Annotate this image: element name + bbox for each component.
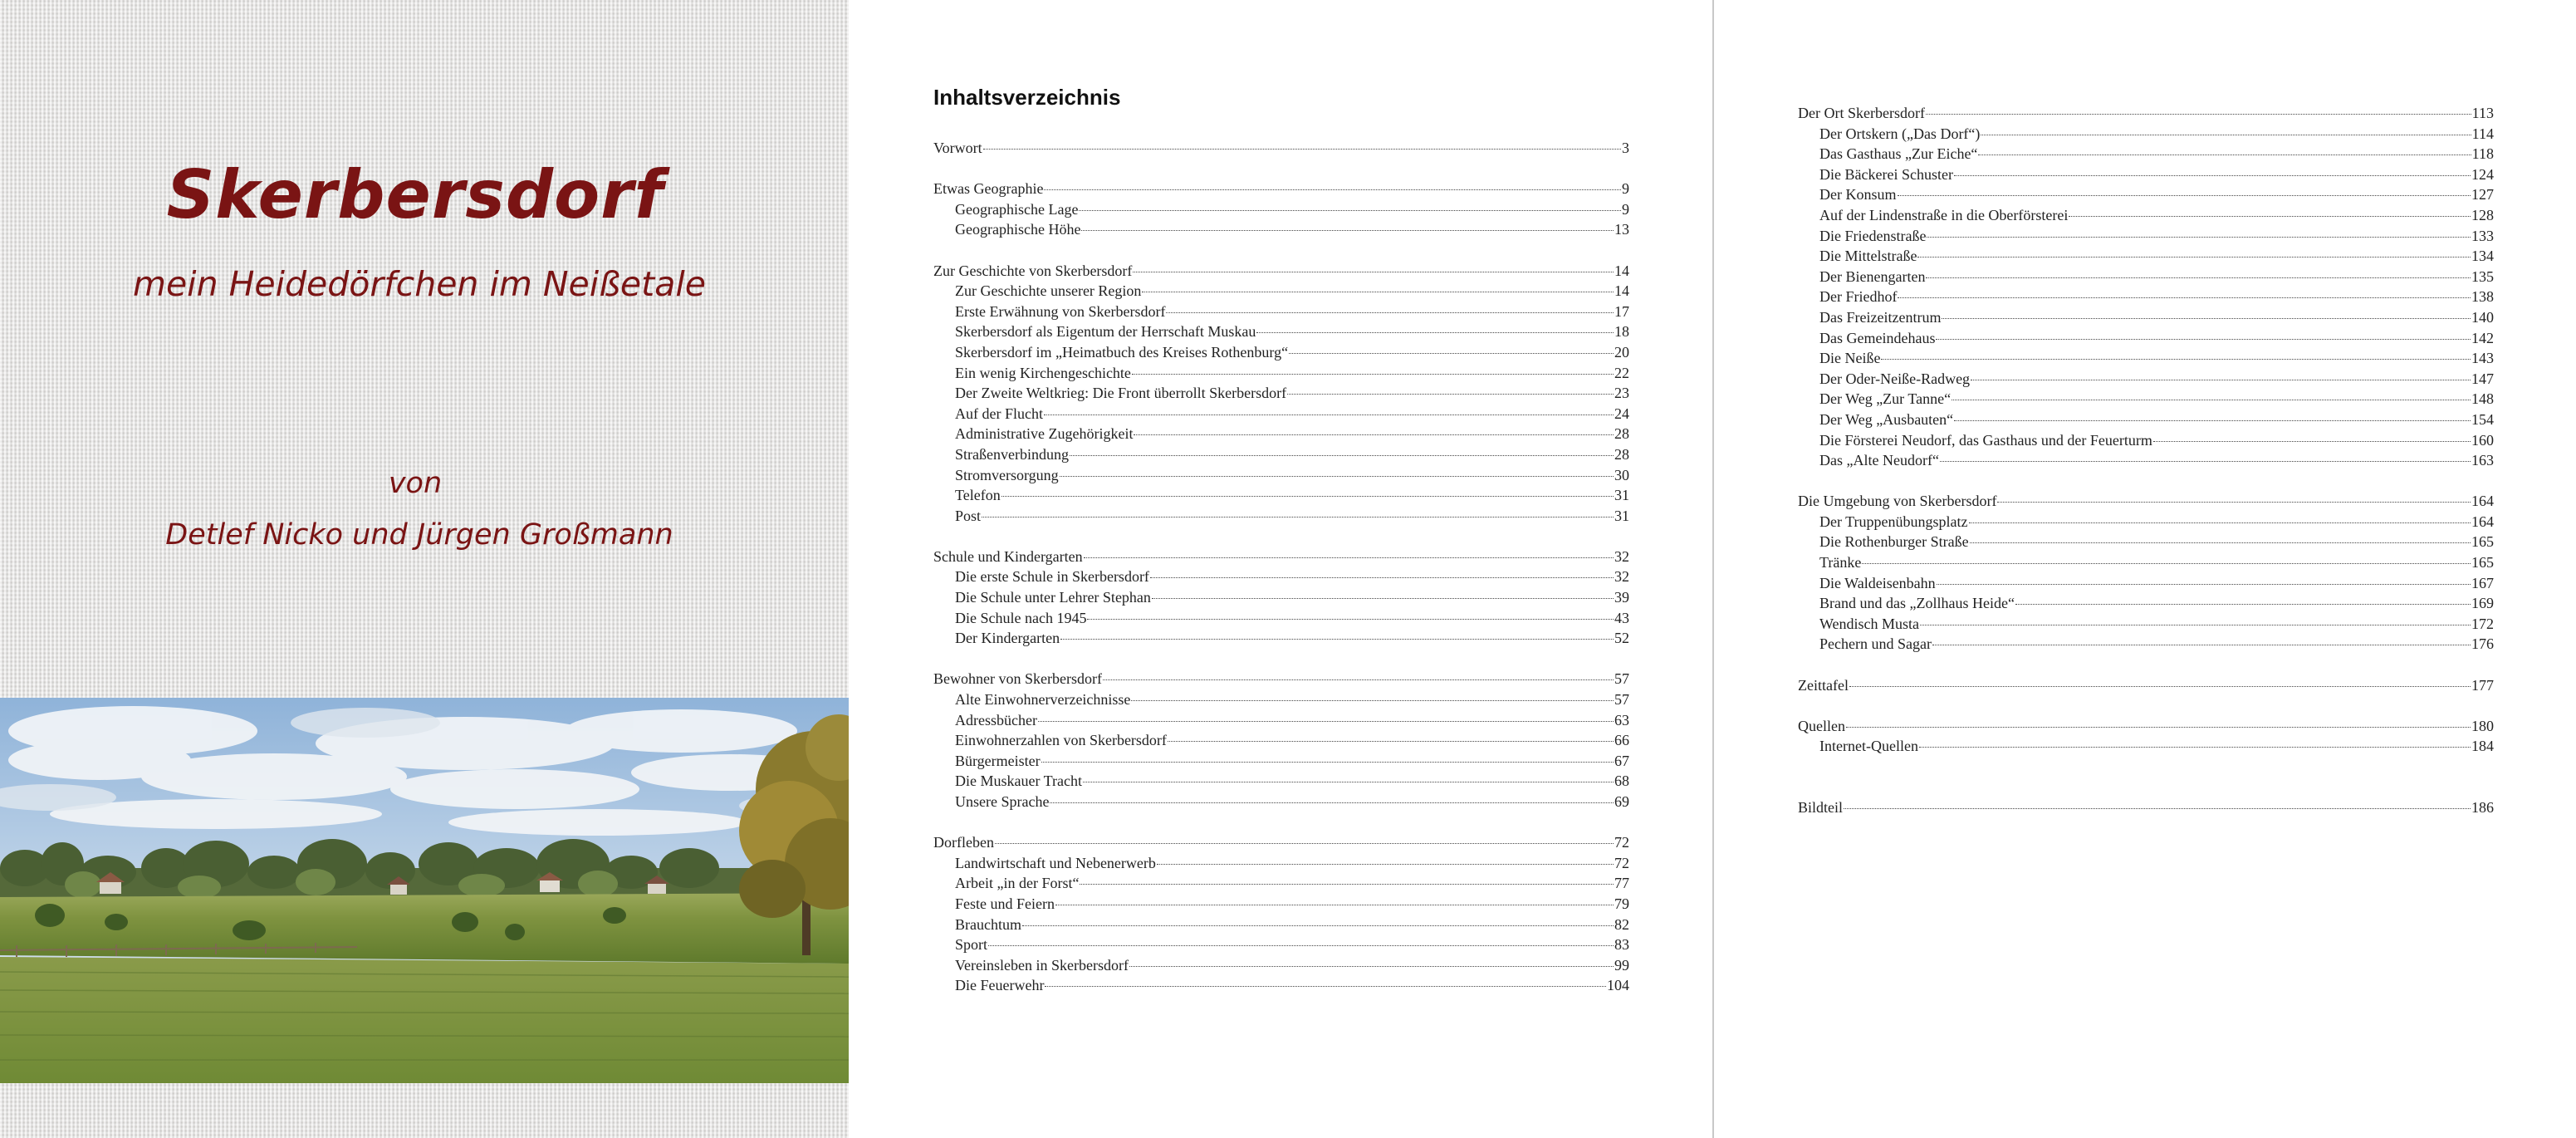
toc-subentry <box>933 853 1629 874</box>
toc-entry-label: Zur Geschichte von Skerbersdorf <box>933 262 1133 279</box>
toc-page-number: 154 <box>2471 410 2494 428</box>
toc-subentry <box>933 383 1629 404</box>
toc-section <box>933 669 1629 812</box>
toc-entry-label: Post <box>955 507 982 524</box>
toc-subentry <box>1798 267 2494 287</box>
toc-entry-label: Das „Alte Neudorf“ <box>1819 452 1939 469</box>
toc-subentry <box>1798 532 2494 552</box>
toc-subentry <box>933 771 1629 792</box>
toc-dot-leader <box>1080 884 1614 885</box>
toc-page-number: 66 <box>1614 732 1629 749</box>
toc-subentry <box>933 506 1629 527</box>
toc-subentry <box>933 465 1629 486</box>
toc-entry-label: Der Truppenübungsplatz <box>1819 513 1968 530</box>
toc-entry-label: Ein wenig Kirchengeschichte <box>955 364 1131 381</box>
toc-page-number: 69 <box>1614 793 1629 810</box>
toc-page-number: 169 <box>2471 595 2494 612</box>
toc-subentry <box>933 321 1629 342</box>
toc-entry-label: Die Schule nach 1945 <box>955 609 1087 626</box>
toc-page-left <box>849 0 1714 1138</box>
toc-page-number: 57 <box>1614 691 1629 709</box>
toc-entry-label: Erste Erwähnung von Skerbersdorf <box>955 302 1166 320</box>
toc-dot-leader <box>1954 420 2471 421</box>
toc-entry <box>933 138 1629 159</box>
toc-dot-leader <box>1060 639 1614 640</box>
toc-subentry <box>1798 328 2494 349</box>
toc-page-number: 52 <box>1614 630 1629 647</box>
toc-subentry <box>1798 593 2494 614</box>
toc-dot-leader <box>1969 522 2471 523</box>
toc-subentry <box>1798 552 2494 573</box>
toc-page-number: 165 <box>2471 554 2494 571</box>
toc-subentry <box>1798 307 2494 328</box>
toc-section <box>933 179 1629 240</box>
toc-dot-leader <box>1919 747 2471 748</box>
toc-dot-leader <box>1084 557 1614 558</box>
toc-dot-leader <box>1844 808 2471 809</box>
toc-page-number: 138 <box>2471 288 2494 306</box>
toc-entry-label: Der Ortskern („Das Dorf“) <box>1819 125 1981 142</box>
toc-entry-label: Die Feuerwehr <box>955 977 1045 994</box>
toc-page-number: 186 <box>2471 799 2494 816</box>
toc-entry-label: Brauchtum <box>955 915 1021 933</box>
toc-subentry <box>933 710 1629 731</box>
toc-dot-leader <box>1942 318 2471 319</box>
toc-page-number: 133 <box>2471 227 2494 244</box>
toc-dot-leader <box>1289 353 1614 354</box>
toc-page-number: 28 <box>1614 445 1629 463</box>
toc-dot-leader <box>1132 374 1614 375</box>
toc-dot-leader <box>1954 175 2471 176</box>
toc-section <box>1798 675 2494 696</box>
toc-subentry <box>933 424 1629 444</box>
toc-entry <box>1798 675 2494 696</box>
toc-dot-leader <box>1926 277 2471 278</box>
toc-entry-label: Vereinsleben in Skerbersdorf <box>955 956 1129 974</box>
toc-entry-label: Geographische Lage <box>955 200 1079 218</box>
toc-entry-label: Die Friedenstraße <box>1819 227 1927 244</box>
toc-subentry <box>933 342 1629 363</box>
cover-authors: Detlef Nicko und Jürgen Großmann <box>165 518 673 552</box>
toc-entry-label: Wendisch Musta <box>1819 615 1920 632</box>
toc-subentry <box>933 792 1629 812</box>
toc-subentry <box>933 628 1629 649</box>
toc-dot-leader <box>1079 210 1621 211</box>
toc-dot-leader <box>1849 686 2471 687</box>
toc-entry-label: Telefon <box>955 487 1001 504</box>
toc-page-number: 24 <box>1614 405 1629 422</box>
toc-dot-leader <box>2153 441 2471 442</box>
toc-entry-label: Sport <box>955 936 988 954</box>
toc-dot-leader <box>1166 312 1614 313</box>
toc-dot-leader <box>1134 434 1614 435</box>
toc-dot-leader <box>1898 297 2471 298</box>
toc-dot-leader <box>995 843 1614 844</box>
toc-page-number: 177 <box>2471 676 2494 694</box>
toc-entry <box>933 179 1629 199</box>
toc-page-number: 83 <box>1614 936 1629 954</box>
toc-subentry <box>933 873 1629 894</box>
toc-heading: Inhaltsverzeichnis <box>933 85 1121 110</box>
toc-page-number: 67 <box>1614 752 1629 769</box>
toc-section <box>933 547 1629 649</box>
toc-subentry <box>1798 348 2494 369</box>
toc-dot-leader <box>1881 359 2471 360</box>
toc-subentry <box>933 363 1629 384</box>
toc-entry-label: Adressbücher <box>955 711 1037 728</box>
toc-dot-leader <box>1846 727 2471 728</box>
toc-page-number: 140 <box>2471 308 2494 326</box>
toc-subentry <box>1798 205 2494 226</box>
toc-subentry <box>933 689 1629 710</box>
toc-entry-label: Administrative Zugehörigkeit <box>955 425 1134 443</box>
toc-entry-label: Das Gasthaus „Zur Eiche“ <box>1819 145 1978 163</box>
toc-subentry <box>933 751 1629 772</box>
toc-subentry <box>933 730 1629 751</box>
toc-page-number: 39 <box>1614 589 1629 606</box>
toc-entry-label: Tränke <box>1819 554 1862 571</box>
cover-subtitle: mein Heidedörfchen im Neißetale <box>133 264 706 304</box>
toc-entry-label: Dorfleben <box>933 834 994 851</box>
toc-page-number: 32 <box>1614 568 1629 586</box>
toc-subentry <box>933 955 1629 976</box>
toc-subentry <box>933 404 1629 424</box>
toc-dot-leader <box>1940 461 2471 462</box>
toc-subentry <box>933 934 1629 955</box>
toc-dot-leader <box>1045 986 1606 987</box>
toc-entry-label: Die Muskauer Tracht <box>955 773 1082 790</box>
toc-entry-label: Schule und Kindergarten <box>933 547 1083 565</box>
toc-subentry <box>1798 410 2494 430</box>
toc-page-number: 180 <box>2471 717 2494 734</box>
toc-page-number: 127 <box>2471 186 2494 204</box>
book-cover <box>0 0 849 1138</box>
toc-subentry <box>1798 124 2494 145</box>
toc-entry-label: Die Umgebung von Skerbersdorf <box>1798 493 1997 510</box>
toc-page-number: 113 <box>2471 105 2494 121</box>
toc-dot-leader <box>1060 476 1614 477</box>
toc-entry-label: Bürgermeister <box>955 752 1041 769</box>
toc-entry-label: Der Zweite Weltkrieg: Die Front überrollt Skerbersdorf <box>955 385 1287 402</box>
toc-subentry <box>1798 389 2494 410</box>
toc-page-right <box>1714 0 2576 1138</box>
toc-page-number: 9 <box>1622 200 1629 218</box>
toc-entry-label: Das Gemeindehaus <box>1819 329 1936 346</box>
toc-entry-label: Die Waldeisenbahn <box>1819 574 1936 591</box>
toc-dot-leader <box>1862 563 2471 564</box>
toc-subentry <box>1798 144 2494 164</box>
toc-entry-label: Der Ort Skerbersdorf <box>1798 105 1925 121</box>
toc-dot-leader <box>1044 189 1621 190</box>
toc-entry-label: Die Försterei Neudorf, das Gasthaus und der Feuerturm <box>1819 431 2152 449</box>
toc-entry-label: Alte Einwohnerverzeichnisse <box>955 691 1131 709</box>
toc-dot-leader <box>1022 925 1614 926</box>
toc-entry-label: Arbeit „in der Forst“ <box>955 875 1080 892</box>
toc-entry-label: Auf der Lindenstraße in die Oberförsterei <box>1819 206 2069 223</box>
toc-section <box>1798 491 2494 655</box>
toc-entry-label: Der Kindergarten <box>955 630 1060 647</box>
toc-section <box>1798 103 2494 471</box>
toc-page-number: 72 <box>1614 834 1629 851</box>
toc-page-number: 134 <box>2471 248 2494 265</box>
toc-entry-label: Pechern und Sagar <box>1819 635 1932 653</box>
toc-entry-label: Die erste Schule in Skerbersdorf <box>955 568 1149 586</box>
toc-page-number: 104 <box>1607 977 1629 994</box>
toc-dot-leader <box>1927 237 2471 238</box>
toc-section <box>1798 716 2494 757</box>
toc-page-number: 135 <box>2471 267 2494 285</box>
toc-entry-label: Auf der Flucht <box>955 405 1043 422</box>
toc-subentry <box>1798 246 2494 267</box>
toc-subentry <box>1798 512 2494 532</box>
toc-subentry <box>933 199 1629 220</box>
toc-dot-leader <box>1044 414 1614 415</box>
toc-dot-leader <box>1256 332 1614 333</box>
toc-section <box>933 832 1629 996</box>
toc-dot-leader <box>1150 577 1614 578</box>
toc-page-number: 20 <box>1614 343 1629 361</box>
toc-entry-label: Die Mittelstraße <box>1819 248 1917 265</box>
toc-page-number: 147 <box>2471 370 2494 387</box>
toc-page-number: 143 <box>2471 350 2494 367</box>
toc-subentry <box>1798 573 2494 594</box>
toc-dot-leader <box>1038 721 1614 722</box>
toc-page-number: 184 <box>2471 738 2494 755</box>
toc-page-number: 118 <box>2471 145 2494 163</box>
toc-subentry <box>1798 164 2494 185</box>
toc-entry <box>933 669 1629 689</box>
toc-page-number: 165 <box>2471 533 2494 551</box>
toc-subentry <box>933 281 1629 302</box>
toc-page-number: 142 <box>2471 329 2494 346</box>
toc-page-number: 22 <box>1614 364 1629 381</box>
toc-subentry <box>933 485 1629 506</box>
toc-entry-label: Brand und das „Zollhaus Heide“ <box>1819 595 2015 612</box>
toc-page-number: 32 <box>1614 547 1629 565</box>
toc-entry-label: Bewohner von Skerbersdorf <box>933 670 1102 688</box>
toc-dot-leader <box>1103 679 1614 680</box>
toc-subentry <box>933 444 1629 465</box>
toc-page-number: 3 <box>1622 140 1629 156</box>
toc-subentry <box>1798 430 2494 451</box>
toc-dot-leader <box>1087 619 1614 620</box>
toc-dot-leader <box>1070 455 1614 456</box>
toc-page-number: 124 <box>2471 165 2494 183</box>
toc-dot-leader <box>1152 598 1614 599</box>
toc-entry-label: Bildteil <box>1798 799 1843 816</box>
toc-dot-leader <box>1997 502 2471 503</box>
toc-dot-leader <box>1050 802 1614 803</box>
toc-page-number: 160 <box>2471 431 2494 449</box>
toc-entry-label: Der Friedhof <box>1819 288 1898 306</box>
toc-entry-label: Einwohnerzahlen von Skerbersdorf <box>955 732 1167 749</box>
toc-page-number: 30 <box>1614 466 1629 483</box>
toc-page-number: 23 <box>1614 385 1629 402</box>
toc-page-number: 72 <box>1614 854 1629 871</box>
toc-page-number: 167 <box>2471 574 2494 591</box>
toc-subentry <box>1798 736 2494 757</box>
toc-dot-leader <box>1002 496 1614 497</box>
toc-subentry <box>1798 614 2494 635</box>
toc-entry-label: Quellen <box>1798 717 1845 734</box>
toc-page-number: 14 <box>1614 262 1629 279</box>
toc-dot-leader <box>1937 584 2471 585</box>
toc-list-left <box>933 138 1629 1017</box>
toc-entry <box>933 832 1629 853</box>
toc-page-number: 77 <box>1614 875 1629 892</box>
toc-subentry <box>933 915 1629 935</box>
toc-page-number: 57 <box>1614 670 1629 688</box>
toc-dot-leader <box>988 945 1614 946</box>
cover-landscape-photo <box>0 698 849 1083</box>
toc-entry-label: Unsere Sprache <box>955 793 1050 810</box>
toc-dot-leader <box>1970 542 2471 543</box>
toc-entry-label: Der Oder-Neiße-Radweg <box>1819 370 1971 387</box>
toc-subentry <box>1798 369 2494 390</box>
toc-page-number: 9 <box>1622 180 1629 198</box>
toc-section <box>933 138 1629 159</box>
toc-page-number: 148 <box>2471 390 2494 408</box>
toc-page-number: 43 <box>1614 609 1629 626</box>
toc-page-number: 31 <box>1614 507 1629 524</box>
toc-entry-label: Das Freizeitzentrum <box>1819 308 1942 326</box>
toc-subentry <box>1798 184 2494 205</box>
toc-dot-leader <box>1936 339 2471 340</box>
toc-dot-leader <box>1129 966 1614 967</box>
toc-entry-label: Der Weg „Ausbauten“ <box>1819 410 1954 428</box>
toc-section <box>1798 797 2494 818</box>
toc-dot-leader <box>2015 604 2471 605</box>
toc-page-number: 63 <box>1614 711 1629 728</box>
toc-subentry <box>933 587 1629 608</box>
toc-page-number: 18 <box>1614 323 1629 341</box>
toc-subentry <box>1798 634 2494 655</box>
toc-subentry <box>933 608 1629 629</box>
toc-entry <box>1798 797 2494 818</box>
toc-page-number: 99 <box>1614 956 1629 974</box>
toc-entry-label: Zur Geschichte unserer Region <box>955 282 1142 300</box>
toc-entry <box>1798 716 2494 737</box>
toc-entry <box>1798 491 2494 512</box>
cover-title: Skerbersdorf <box>166 156 664 233</box>
toc-entry <box>1798 103 2494 124</box>
toc-entry <box>933 261 1629 282</box>
toc-dot-leader <box>1168 741 1614 742</box>
toc-page-number: 17 <box>1614 302 1629 320</box>
toc-page-number: 128 <box>2471 206 2494 223</box>
toc-dot-leader <box>1898 195 2471 196</box>
toc-subentry <box>1798 287 2494 307</box>
toc-entry-label: Die Schule unter Lehrer Stephan <box>955 589 1151 606</box>
cover-by-label: von <box>388 467 443 500</box>
toc-entry-label: Feste und Feiern <box>955 895 1055 912</box>
toc-page-number: 13 <box>1614 221 1629 238</box>
toc-entry-label: Internet-Quellen <box>1819 738 1918 755</box>
toc-section <box>933 261 1629 527</box>
toc-entry-label: Die Bäckerei Schuster <box>1819 165 1953 183</box>
toc-page-number: 164 <box>2471 513 2494 530</box>
toc-page-number: 172 <box>2471 615 2494 632</box>
toc-entry-label: Geographische Höhe <box>955 221 1081 238</box>
toc-entry-label: Landwirtschaft und Nebenerwerb <box>955 854 1156 871</box>
toc-page-number: 68 <box>1614 773 1629 790</box>
toc-page-number: 176 <box>2471 635 2494 653</box>
toc-page-number: 14 <box>1614 282 1629 300</box>
toc-entry-label: Die Neiße <box>1819 350 1881 367</box>
toc-entry-label: Stromversorgung <box>955 466 1059 483</box>
toc-entry <box>933 547 1629 567</box>
toc-dot-leader <box>1917 257 2471 258</box>
toc-dot-leader <box>1081 230 1614 231</box>
toc-entry-label: Der Bienengarten <box>1819 267 1926 285</box>
toc-page-number: 164 <box>2471 493 2494 510</box>
toc-entry-label: Die Rothenburger Straße <box>1819 533 1969 551</box>
toc-entry-label: Etwas Geographie <box>933 180 1044 198</box>
toc-list-right <box>1798 103 2494 838</box>
toc-dot-leader <box>1926 114 2471 115</box>
toc-entry-label: Skerbersdorf als Eigentum der Herrschaft Muskau <box>955 323 1256 341</box>
toc-page-number: 79 <box>1614 895 1629 912</box>
toc-subentry <box>1798 450 2494 471</box>
toc-entry-label: Der Konsum <box>1819 186 1897 204</box>
toc-page-number: 31 <box>1614 487 1629 504</box>
toc-page-number: 82 <box>1614 915 1629 933</box>
toc-subentry <box>933 302 1629 322</box>
toc-entry-label: Straßenverbindung <box>955 445 1069 463</box>
toc-entry-label: Zeittafel <box>1798 676 1849 694</box>
toc-subentry <box>1798 226 2494 247</box>
toc-entry-label: Skerbersdorf im „Heimatbuch des Kreises Rothenburg“ <box>955 343 1289 361</box>
toc-dot-leader <box>1157 864 1614 865</box>
toc-entry-label: Vorwort <box>933 140 982 156</box>
toc-subentry <box>933 894 1629 915</box>
toc-dot-leader <box>983 149 1621 150</box>
toc-subentry <box>933 567 1629 587</box>
toc-dot-leader <box>1287 394 1614 395</box>
toc-entry-label: Der Weg „Zur Tanne“ <box>1819 390 1952 408</box>
toc-subentry <box>933 975 1629 996</box>
toc-page-number: 163 <box>2471 452 2494 469</box>
toc-page-number: 28 <box>1614 425 1629 443</box>
toc-subentry <box>933 219 1629 240</box>
toc-page-number: 114 <box>2471 125 2494 142</box>
toc-dot-leader <box>1041 762 1614 763</box>
toc-dot-leader <box>2069 216 2471 217</box>
toc-dot-leader <box>1131 700 1614 701</box>
